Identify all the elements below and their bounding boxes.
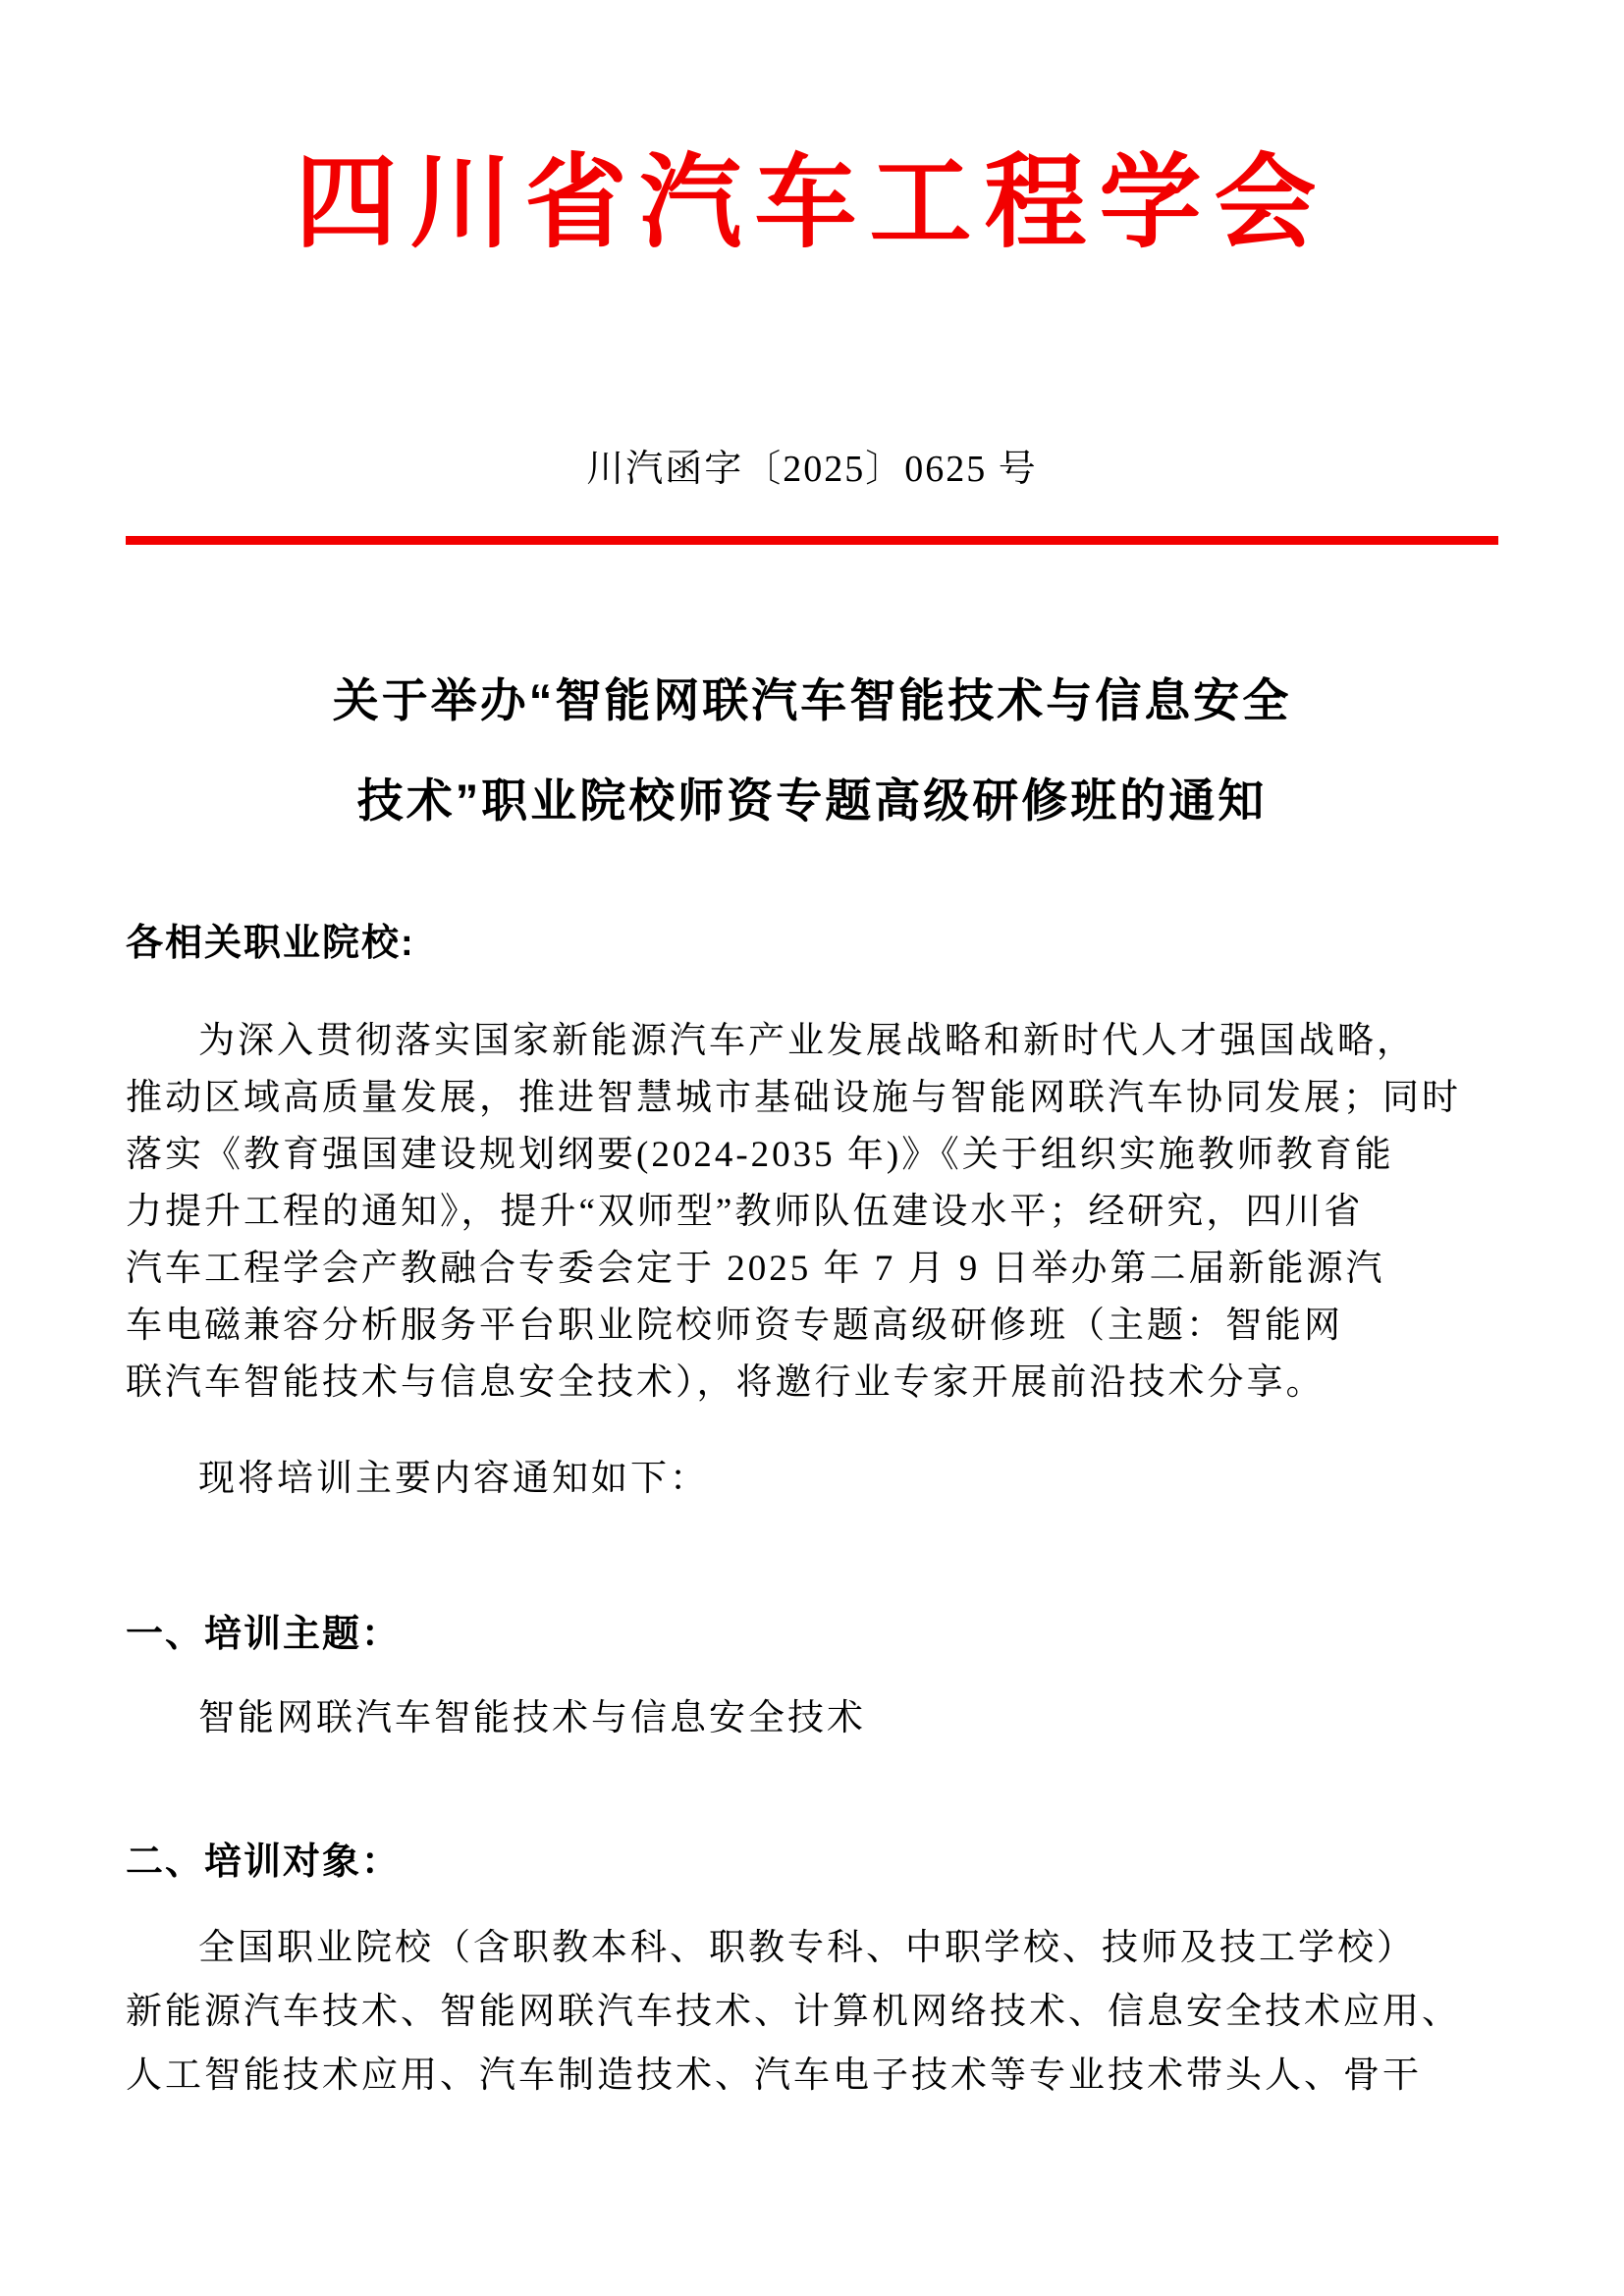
section-2-body — [126, 1916, 1498, 2108]
lead-in-sentence: 现将培训主要内容通知如下： — [198, 1458, 709, 1499]
text-line: 新能源汽车技术、智能网联汽车技术、计算机网络技术、信息安全技术应用、 — [126, 1991, 1461, 2032]
salutation: 各相关职业院校: — [126, 922, 415, 964]
text-line: 落实《教育强国建设规划纲要(2024-2035 年)》《关于组织实施教师教育能 — [126, 1134, 1394, 1175]
notice-title — [126, 651, 1498, 851]
text-line: 推动区域高质量发展，推进智慧城市基础设施与智能网联汽车协同发展；同时 — [126, 1077, 1461, 1118]
text-line: 联汽车智能技术与信息安全技术），将邀行业专家开展前沿技术分享。 — [126, 1362, 1326, 1403]
section-1-heading: 一、培训主题： — [126, 1613, 402, 1655]
red-divider-rule — [126, 536, 1498, 545]
text-line: 全国职业院校（含职教本科、职教专科、中职学校、技师及技工学校） — [198, 1927, 1416, 1968]
text-line: 关于举办“智能网联汽车智能技术与信息安全 — [332, 673, 1292, 726]
section-2-heading: 二、培训对象： — [126, 1841, 402, 1883]
text-line: 汽车工程学会产教融合专委会定于 2025 年 7 月 9 日举办第二届新能源汽 — [126, 1248, 1385, 1289]
text-line: 技术”职业院校师资专题高级研修班的通知 — [356, 774, 1268, 827]
text-line: 力提升工程的通知》，提升“双师型”教师队伍建设水平；经研究，四川省 — [126, 1191, 1364, 1232]
intro-paragraph — [126, 1013, 1498, 1412]
text-line: 智能网联汽车智能技术与信息安全技术 — [198, 1697, 866, 1738]
text-line: 为深入贯彻落实国家新能源汽车产业发展战略和新时代人才强国战略， — [198, 1020, 1416, 1061]
document-number: 川汽函字〔2025〕0625 号 — [586, 448, 1038, 490]
text-line: 车电磁兼容分析服务平台职业院校师资专题高级研修班（主题：智能网 — [126, 1305, 1343, 1346]
section-1-body — [126, 1690, 1498, 1747]
organization-title: 四川省汽车工程学会 — [295, 146, 1329, 260]
text-line: 人工智能技术应用、汽车制造技术、汽车电子技术等专业技术带头人、骨干 — [126, 2055, 1422, 2096]
